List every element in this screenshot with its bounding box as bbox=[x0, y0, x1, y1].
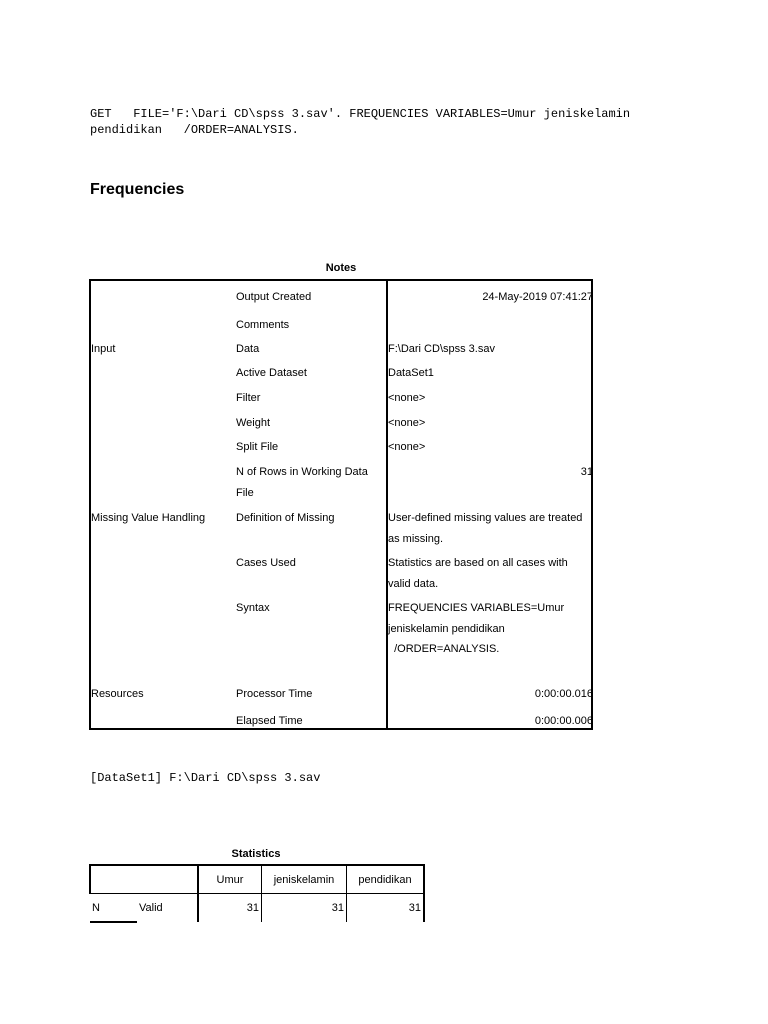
notes-value-split-file: <none> bbox=[388, 441, 426, 453]
stats-value-jeniskelamin: 31 bbox=[262, 894, 347, 923]
notes-value-active-dataset: DataSet1 bbox=[388, 367, 434, 379]
notes-value-syntax-1: FREQUENCIES VARIABLES=Umur bbox=[388, 602, 565, 614]
stats-corner-cell-1 bbox=[90, 865, 137, 894]
notes-value-syntax-2: jeniskelamin pendidikan bbox=[388, 623, 505, 635]
frequencies-heading: Frequencies bbox=[90, 181, 185, 198]
notes-value-filter: <none> bbox=[388, 392, 426, 404]
notes-label-comments: Comments bbox=[236, 319, 290, 331]
notes-section-input: Input bbox=[91, 343, 116, 355]
statistics-title: Statistics bbox=[231, 848, 281, 860]
notes-label-cases-used: Cases Used bbox=[236, 557, 296, 569]
notes-value-output-created: 24-May-2019 07:41:27 bbox=[482, 291, 593, 303]
syntax-line-1: GET FILE='F:\Dari CD\spss 3.sav'. FREQUENCIES VARIABLES=Umur jeniskelamin bbox=[90, 107, 631, 121]
notes-label-processor-time: Processor Time bbox=[236, 688, 313, 700]
stats-value-umur: 31 bbox=[198, 894, 262, 923]
notes-value-cases-used-2: valid data. bbox=[388, 578, 439, 590]
notes-value-syntax-3: /ORDER=ANALYSIS. bbox=[388, 643, 500, 655]
notes-section-missing: Missing Value Handling bbox=[91, 512, 206, 524]
notes-label-output-created: Output Created bbox=[236, 291, 312, 303]
notes-label-weight: Weight bbox=[236, 417, 271, 429]
statistics-table bbox=[89, 864, 425, 923]
notes-label-n-rows-2: File bbox=[236, 487, 254, 499]
stats-header-umur: Umur bbox=[198, 865, 262, 894]
notes-value-definition-missing-1: User-defined missing values are treated bbox=[388, 512, 583, 524]
stats-header-pendidikan: pendidikan bbox=[347, 865, 425, 894]
notes-title: Notes bbox=[325, 262, 357, 274]
notes-value-processor-time: 0:00:00.016 bbox=[534, 688, 593, 700]
notes-label-filter: Filter bbox=[236, 392, 261, 404]
stats-corner-cell-2 bbox=[137, 865, 198, 894]
statistics-header-row bbox=[90, 865, 424, 894]
notes-value-n-rows: 31 bbox=[580, 466, 593, 478]
notes-label-elapsed-time: Elapsed Time bbox=[236, 715, 303, 727]
notes-value-definition-missing-2: as missing. bbox=[388, 533, 444, 545]
notes-label-n-rows-1: N of Rows in Working Data bbox=[236, 466, 368, 478]
notes-table bbox=[89, 279, 593, 730]
stats-header-jeniskelamin: jeniskelamin bbox=[262, 865, 347, 894]
dataset-line: [DataSet1] F:\Dari CD\spss 3.sav bbox=[90, 771, 321, 785]
notes-value-weight: <none> bbox=[388, 417, 426, 429]
notes-value-data: F:\Dari CD\spss 3.sav bbox=[388, 343, 495, 355]
stats-label-valid: Valid bbox=[139, 902, 163, 914]
notes-label-data: Data bbox=[236, 343, 260, 355]
notes-label-syntax: Syntax bbox=[236, 602, 270, 614]
syntax-block bbox=[90, 106, 730, 138]
stats-value-pendidikan: 31 bbox=[347, 894, 425, 923]
notes-label-active-dataset: Active Dataset bbox=[236, 367, 307, 379]
notes-label-split-file: Split File bbox=[236, 441, 279, 453]
notes-value-elapsed-time: 0:00:00.006 bbox=[534, 715, 593, 727]
stats-label-n: N bbox=[90, 894, 137, 923]
notes-label-definition-missing: Definition of Missing bbox=[236, 512, 335, 524]
statistics-row-n-valid bbox=[90, 894, 424, 923]
notes-value-cases-used-1: Statistics are based on all cases with bbox=[388, 557, 568, 569]
notes-section-resources: Resources bbox=[91, 688, 144, 700]
syntax-line-2: pendidikan /ORDER=ANALYSIS. bbox=[90, 123, 299, 137]
